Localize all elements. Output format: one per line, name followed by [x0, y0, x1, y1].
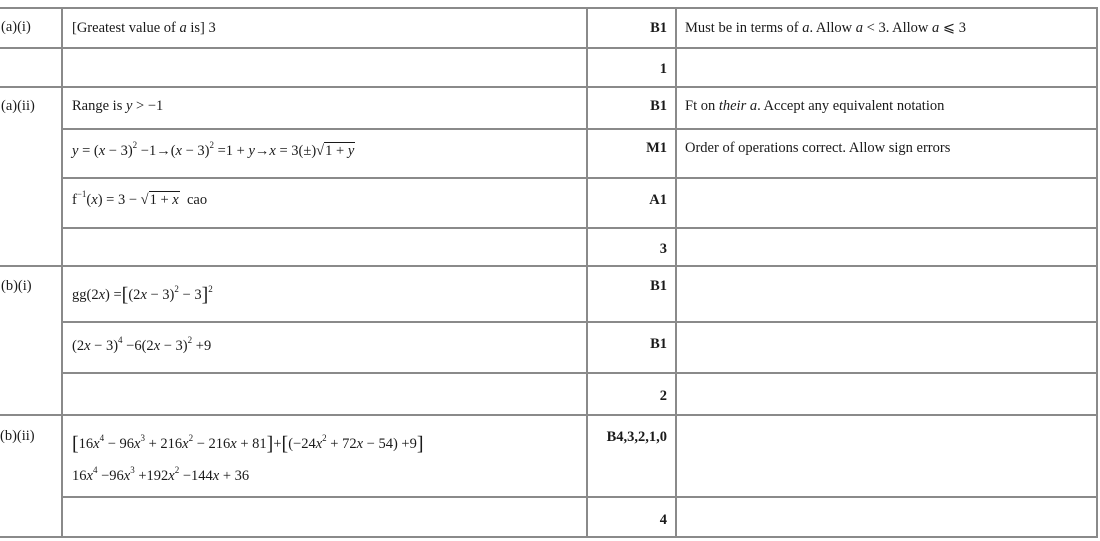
mark-code: B1 — [650, 20, 667, 36]
working-equation: $gg(2x) =[(2x - 3)^2 - 3]^2$ — [72, 284, 213, 306]
guidance-cell — [675, 323, 1098, 374]
working-text: [Greatest value of a is] 3 — [72, 20, 216, 36]
mark-code: A1 — [649, 192, 667, 208]
table-row — [0, 416, 1098, 498]
working-cell — [61, 267, 586, 323]
guidance-text: Order of operations correct. Allow sign errors — [685, 140, 951, 156]
guidance-text: Must be in terms of a. Allow a < 3. Allow a ⩽ 3 — [685, 20, 966, 36]
guidance-cell — [675, 374, 1098, 414]
mark-total: 1 — [659, 61, 667, 77]
mark-code: M1 — [646, 140, 667, 156]
working-equation: $(2x - 3)^4 -6(2x - 3)^2 +9$ — [72, 335, 212, 354]
guidance-cell — [675, 498, 1098, 536]
table-row-total — [0, 229, 1098, 267]
mark-code: B4,3,2,1,0 — [606, 429, 667, 445]
table-row — [0, 267, 1098, 323]
table-row — [0, 130, 1098, 179]
part-cell — [0, 9, 61, 47]
mark-cell — [586, 416, 675, 498]
working-text: Range is y > −1 — [72, 98, 164, 114]
table-row-total — [0, 498, 1098, 538]
mark-code: B1 — [650, 98, 667, 114]
guidance-text: Ft on their a. Accept any equivalent notation — [685, 98, 945, 114]
part-cell — [0, 49, 61, 86]
mark-total: 3 — [659, 241, 667, 257]
mark-cell — [586, 323, 675, 374]
mark-cell — [586, 49, 675, 86]
guidance-cell — [675, 229, 1098, 265]
mark-code: B1 — [650, 278, 667, 294]
part-cell — [0, 130, 61, 179]
mark-cell — [586, 179, 675, 229]
guidance-cell — [675, 88, 1098, 130]
guidance-cell — [675, 9, 1098, 47]
mark-cell — [586, 498, 675, 536]
part-cell — [0, 323, 61, 374]
working-cell — [61, 88, 586, 130]
table-row — [0, 323, 1098, 374]
table-row — [0, 88, 1098, 130]
mark-total: 4 — [659, 512, 667, 528]
working-equation-line2: $16x^4 -96x^3 +192x^2 -144x + 36$ — [72, 465, 250, 484]
working-cell — [61, 49, 586, 86]
part-cell — [0, 416, 61, 498]
working-cell — [61, 416, 586, 498]
working-cell — [61, 374, 586, 414]
mark-cell — [586, 229, 675, 265]
table-row-total — [0, 49, 1098, 88]
mark-cell — [586, 267, 675, 323]
working-cell — [61, 130, 586, 179]
guidance-cell — [675, 130, 1098, 179]
part-cell — [0, 229, 61, 265]
part-cell — [0, 374, 61, 414]
mark-cell — [586, 374, 675, 414]
part-label: (b)(i) — [1, 278, 32, 294]
part-label: (a)(ii) — [1, 98, 35, 114]
table-row — [0, 7, 1098, 49]
guidance-cell — [675, 416, 1098, 498]
table-row-total — [0, 374, 1098, 416]
mark-cell — [586, 9, 675, 47]
working-equation-line1: $[16x^4 - 96x^3 + 216x^2 - 216x + 81]+[(-24x^2 + 72x - 54) +9]$ — [72, 433, 424, 455]
part-label: (b)(ii) — [0, 428, 35, 444]
part-cell — [0, 88, 61, 130]
mark-cell — [586, 88, 675, 130]
part-cell — [0, 179, 61, 229]
guidance-cell — [675, 49, 1098, 86]
guidance-cell — [675, 179, 1098, 229]
working-cell — [61, 323, 586, 374]
working-cell — [61, 498, 586, 536]
working-cell — [61, 9, 586, 47]
working-cell — [61, 179, 586, 229]
mark-cell — [586, 130, 675, 179]
working-cell — [61, 229, 586, 265]
mark-code: B1 — [650, 336, 667, 352]
mark-total: 2 — [659, 388, 667, 404]
guidance-cell — [675, 267, 1098, 323]
part-cell — [0, 267, 61, 323]
part-label: (a)(i) — [1, 19, 31, 35]
part-cell — [0, 498, 61, 536]
working-equation: $y = (x - 3)^2 -1\to(x - 3)^2 =1 + y\to x = 3(\pm)√1 + y$ — [72, 140, 355, 159]
table-row — [0, 179, 1098, 229]
working-equation: $f^{-1}(x) = 3 - √1 + x$ cao — [72, 189, 208, 208]
